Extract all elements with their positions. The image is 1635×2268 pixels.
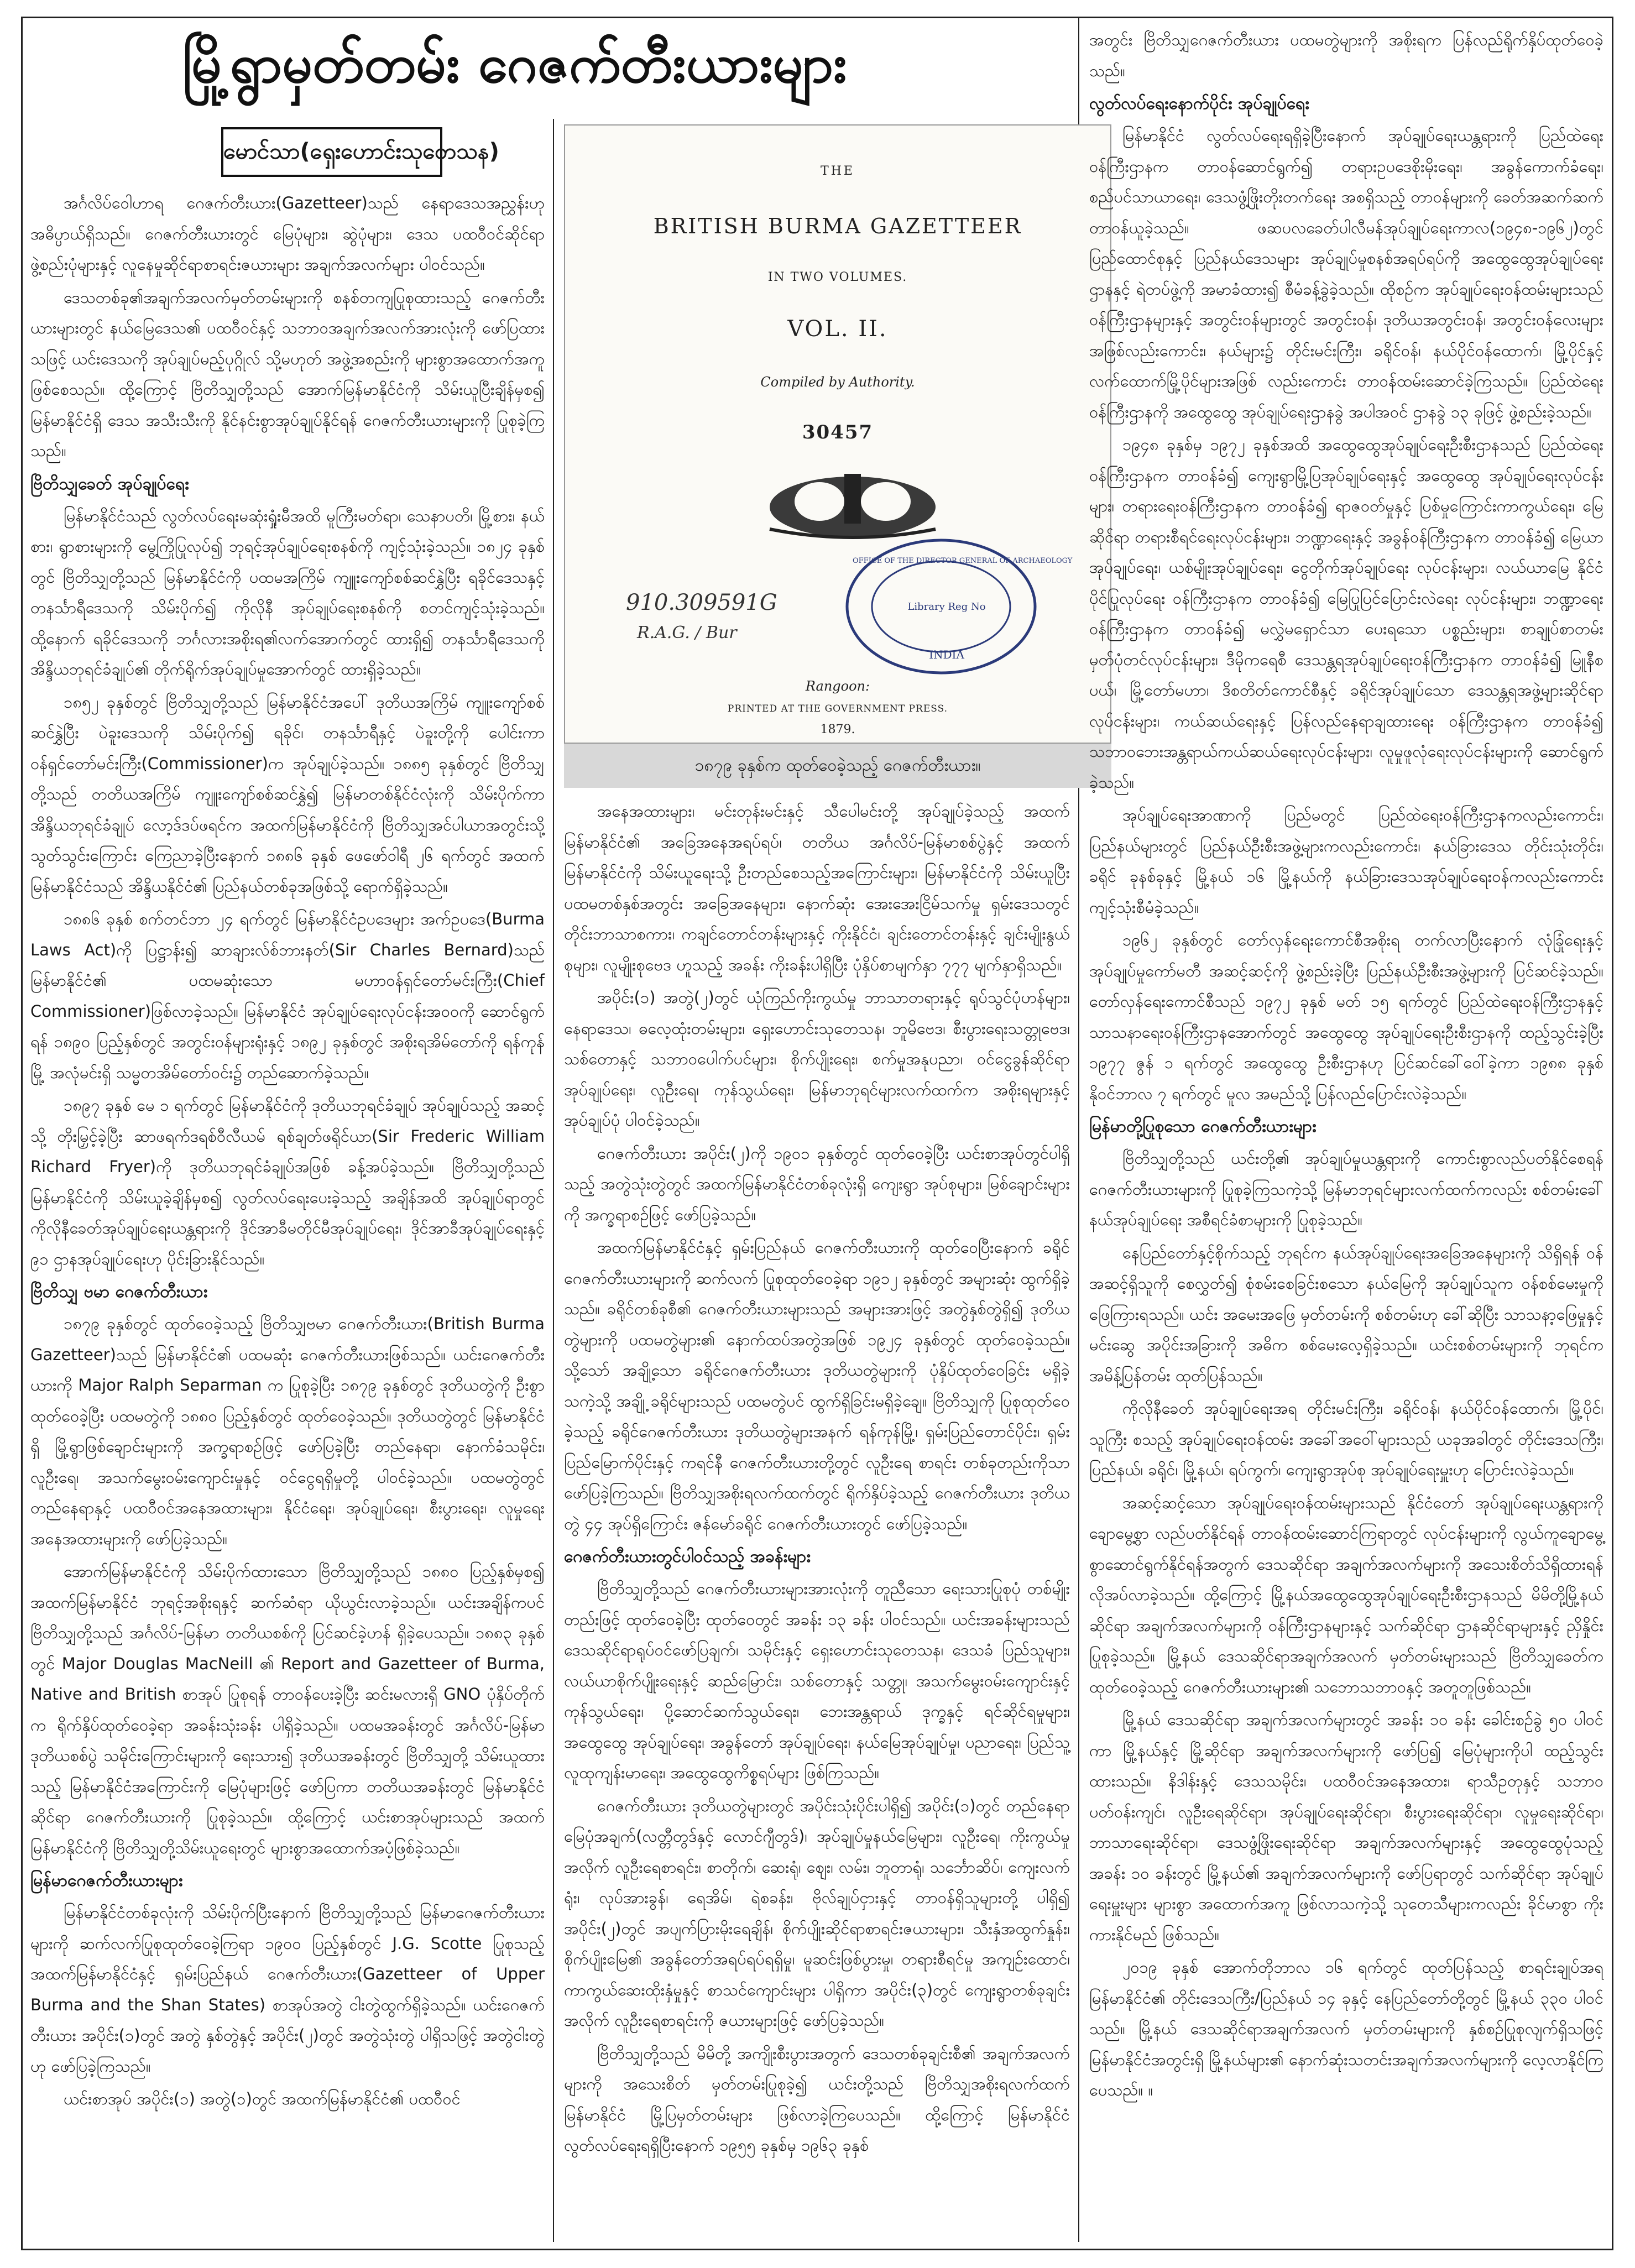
- author-byline: မောင်သာ(ရှေးဟောင်းသုတေသန): [221, 127, 442, 177]
- coat-of-arms-icon: [770, 474, 936, 537]
- photo-caption: ၁၈၇၉ ခုနှစ်က ထုတ်ဝေခဲ့သည့် ဂေဇက်တီးယား။: [564, 744, 1111, 788]
- paragraph: ဗြိတိသျှတို့သည် မိမိတို့ အကျိုးစီးပွားအတွက် ဒေသတစ်ခုချင်းစီ၏ အချက်အလက်များကို အသေးစိတ် မှတ်တမ်းပြုစုခဲ့၍ ယင်းတို့သည် ဗြိတိသျှအစိုးရလက်ထက် မြန်မာနိုင်ငံ မြို့ပြမှတ်တမ်းများ ဖြစ်လာခဲ့ကြပေသည်။ ထို့ကြောင့် မြန်မာနိုင်ငံ လွတ်လပ်ရေးရရှိပြီးနောက် ၁၉၅၅ ခုနှစ်မှ ၁၉၆၃ ခုနှစ်: [564, 2044, 1070, 2155]
- paragraph: အပိုင်း(၁) အတွဲ(၂)တွင် ယုံကြည်ကိုးကွယ်မှု ဘာသာတရားနှင့် ရုပ်သွင်ပုံဟန်များ၊ နေရာဒေသ၊ ဓလေ့ထုံးတမ်းများ၊ ရှေးဟောင်းသုတေသန၊ ဘူမိဗေဒ၊ စီးပွားရေးသတ္တုဗေဒ၊ သစ်တောနှင့် သဘာဝပေါက်ပင်များ၊ စိုက်ပျိုးရေး၊ စက်မှုအနုပညာ၊ ဝင်ငွေခွန်ဆိုင်ရာ အုပ်ချုပ်ရေး၊ လူဦးရေ၊ ကုန်သွယ်ရေး၊ မြန်မာဘုရင်များလက်ထက်က အစိုးရများနှင့် အုပ်ချုပ်ပုံ ပါဝင်ခဲ့သည်။: [564, 988, 1070, 1130]
- paragraph: အဆင့်ဆင့်သော အုပ်ချုပ်ရေးဝန်ထမ်းများသည် နိုင်ငံတော် အုပ်ချုပ်ရေးယန္တရားကို ချောမွေ့စွာ လည်ပတ်နိုင်ရန် တာဝန်ထမ်းဆောင်ကြရာတွင် လုပ်ငန်းများကို လွယ်ကူချောမွေ့စွာဆောင်ရွက်နိုင်ရန်အတွက် ဒေသဆိုင်ရာ အချက်အလက်များကို အသေးစိတ်သိရှိထားရန် လိုအပ်လာခဲ့သည်။ ထို့ကြောင့် မြို့နယ်အထွေထွေအုပ်ချုပ်ရေးဦးစီးဌာနသည် မိမိတို့မြို့နယ်ဆိုင်ရာ အချက်အလက်များကို ဝန်ကြီးဌာနများနှင့် သက်ဆိုင်ရာ ဌာနဆိုင်ရာများနှင့် ညှိနှိုင်းပြုစုခဲ့သည်။ မြို့နယ် ဒေသဆိုင်ရာအချက်အလက် မှတ်တမ်းများသည် ဗြိတိသျှခေတ်က ထုတ်ဝေခဲ့သည့် ဂေဇက်တီးယားများ၏ သဘောသဘာဝနှင့် အတူတူဖြစ်သည်။: [1089, 1493, 1603, 1696]
- paragraph: ၁၈၅၂ ခုနှစ်တွင် ဗြိတိသျှတို့သည် မြန်မာနိုင်ငံအပေါ် ဒုတိယအကြိမ် ကျူးကျော်စစ်ဆင်နွှဲပြီး ပဲခူးဒေသကို သိမ်းပိုက်၍ ရခိုင်၊ တနင်္သာရီနှင့် ပဲခူးတို့ကို ပေါင်းကာ ဝန်ရှင်တော်မင်းကြီး(Commissioner)က အုပ်ချုပ်ခဲ့သည်။ ၁၈၈၅ ခုနှစ်တွင် ဗြိတိသျှတို့သည် တတိယအကြိမ် ကျူးကျော်စစ်ဆင်နွှဲ၍ မြန်မာတစ်နိုင်ငံလုံးကို သိမ်းပိုက်ကာ အိန္ဒိယဘုရင်ခံချုပ် လော့ဒ်ဒပ်ဖရင်က အထက်မြန်မာနိုင်ငံကို ဗြိတိသျှအင်ပါယာအတွင်းသို့ သွတ်သွင်းကြောင်း ကြေညာခဲ့ပြီးနောက် ၁၈၈၆ ခုနှစ် ဖေဖော်ဝါရီ ၂၆ ရက်တွင် အထက်မြန်မာနိုင်ငံသည် အိန္ဒိယနိုင်ငံ၏ ပြည်နယ်တစ်ခုအဖြစ်သို့ ရောက်ရှိခဲ့သည်။: [30, 692, 545, 896]
- column-1: [30, 188, 545, 2245]
- section-heading: ဂေဇက်တီးယားတွင်ပါဝင်သည့် အခန်းများ: [564, 1547, 811, 1566]
- paragraph: ၁၉၆၂ ခုနှစ်တွင် တော်လှန်ရေးကောင်စီအစိုးရ တက်လာပြီးနောက် လုံခြုံရေးနှင့်အုပ်ချုပ်မှုကော်မတီ အဆင့်ဆင့်ကို ဖွဲ့စည်းခဲ့ပြီး ပြည်နယ်ဦးစီးအဖွဲ့များကို ပြင်ဆင်ခဲ့သည်။ တော်လှန်ရေးကောင်စီသည် ၁၉၇၂ ခုနှစ် မတ် ၁၅ ရက်တွင် ပြည်ထဲရေးဝန်ကြီးဌာနနှင့် သာသနာရေးဝန်ကြီးဌာနအောက်တွင် အထွေထွေ အုပ်ချုပ်ရေးဦးစီးဌာနကို ထည့်သွင်းခဲ့ပြီး ၁၉၇၇ ဇွန် ၁ ရက်တွင် အထွေထွေ ဦးစီးဌာနဟု ပြင်ဆင်ခေါ်ဝေါ်ခဲ့ကာ ၁၉၈၈ ခုနှစ် နိုဝင်ဘာလ ၇ ရက်တွင် မူလ အမည်သို့ ပြန်လည်ပြောင်းလဲခဲ့သည်။: [1089, 931, 1603, 1103]
- photo-text: Compiled by Authority.: [760, 374, 915, 390]
- paragraph: ၂၀၁၉ ခုနှစ် အောက်တိုဘာလ ၁၆ ရက်တွင် ထုတ်ပြန်သည့် စာရင်းချုပ်အရ မြန်မာနိုင်ငံ၏ တိုင်းဒေသကြီး/ပြည်နယ် ၁၄ ခုနှင့် နေပြည်တော်တို့တွင် မြို့နယ် ၃၃၀ ပါဝင်သည်။ မြို့နယ် ဒေသဆိုင်ရာအချက်အလက် မှတ်တမ်းများကို နှစ်စဉ်ပြုစုလျက်ရှိသဖြင့် မြန်မာနိုင်ငံအတွင်းရှိ မြို့နယ်များ၏ နောက်ဆုံးသတင်းအချက်အလက်များကို လေ့လာနိုင်ကြပေသည်။ ။: [1089, 1958, 1603, 2099]
- photo-text: 1879.: [820, 723, 855, 736]
- section-heading: ဗြိတိသျှခေတ် အုပ်ချုပ်ရေး: [30, 474, 189, 494]
- paragraph: အနေအထားများ၊ မင်းတုန်းမင်းနှင့် သီပေါမင်းတို့ အုပ်ချုပ်ခဲ့သည့် အထက်မြန်မာနိုင်ငံ၏ အခြေအနေအရပ်ရပ်၊ တတိယ အင်္ဂလိပ်-မြန်မာစစ်ပွဲနှင့် အထက်မြန်မာနိုင်ငံကို သိမ်းယူရေးသို့ ဦးတည်စေသည့်အကြောင်းများ၊ မြန်မာနိုင်ငံကို သိမ်းယူပြီး ပထမတစ်နှစ်အတွင်း အခြေအနေများ၊ နောက်ဆုံး အေးအေးငြိမ်သက်မှု ရှမ်းဒေသတွင် တိုင်းဘာသာစကား၊ ကချင်တောင်တန်းများနှင့် ကိုးနိုင်ငံ၊ ချင်းတောင်တန်းနှင့် ချင်းမျိုးနွယ်စုများ၊ လူမျိုးစုဗေဒ ဟူသည့် အခန်း ကိုးခန်းပါရှိပြီး ပုံနှိပ်စာမျက်နှာ ၇၇၇ မျက်နှာရှိသည်။: [564, 802, 1070, 974]
- stamp-text: OFFICE OF THE DIRECTOR GENERAL OF ARCHAEOLOGY: [853, 557, 1073, 565]
- paragraph: ဂေဇက်တီးယား အပိုင်း(၂)ကို ၁၉၀၁ ခုနှစ်တွင် ထုတ်ဝေခဲ့ပြီး ယင်းစာအုပ်တွင်ပါရှိသည့် အတွဲသုံးတွဲတွင် အထက်မြန်မာနိုင်ငံတစ်ခုလုံးရှိ ကျေးရွာ အုပ်စုများ၊ မြစ်ချောင်းများကို အက္ခရာစဉ်ဖြင့် ဖော်ပြခဲ့သည်။: [564, 1143, 1070, 1224]
- column-divider: [553, 119, 554, 2242]
- photo-text: PRINTED AT THE GOVERNMENT PRESS.: [727, 703, 948, 714]
- stamp-text: Library Reg No: [907, 601, 986, 613]
- section-heading: မြန်မာဂေဇက်တီးယားများ: [30, 1871, 183, 1890]
- handwritten-catalog-number: 910.309591G: [626, 590, 777, 615]
- gazetteer-title-page-photo: [564, 124, 1111, 744]
- photo-text: BRITISH BURMA GAZETTEER: [653, 214, 1022, 238]
- paragraph: မြို့နယ် ဒေသဆိုင်ရာ အချက်အလက်များတွင် အခန်း ၁၀ ခန်း ခေါင်းစဉ်ခွဲ ၅၀ ပါဝင်ကာ မြို့နယ်နှင့် မြို့ဆိုင်ရာ အချက်အလက်များကို ဖော်ပြ၍ မြေပုံများကိုပါ ထည့်သွင်းထားသည်။ နိဒါန်းနှင့် ဒေသသမိုင်း၊ ပထဝီဝင်အနေအထား၊ ရာသီဥတုနှင့် သဘာဝပတ်ဝန်းကျင်၊ လူဦးရေဆိုင်ရာ၊ အုပ်ချုပ်ရေးဆိုင်ရာ၊ စီးပွားရေးဆိုင်ရာ၊ လူမှုရေးဆိုင်ရာ၊ ဘာသာရေးဆိုင်ရာ၊ ဒေသဖွံ့ဖြိုးရေးဆိုင်ရာ အချက်အလက်များနှင့် အထွေထွေပုံသည့် အခန်း ၁၀ ခန်းတွင် မြို့နယ်၏ အချက်အလက်များကို ဖော်ပြရာတွင် သက်ဆိုင်ရာ အုပ်ချုပ်ရေးမှူးများ များစွာ အထောက်အကူ ဖြစ်လာသကဲ့သို့ သုတေသီများကလည်း ခိုင်မာစွာ ကိုးကားနိုင်မည် ဖြစ်သည်။: [1089, 1710, 1603, 1944]
- paragraph: ဗြိတိသျှတို့သည် ယင်းတို့၏ အုပ်ချုပ်မှုယန္တရားကို ကောင်းစွာလည်ပတ်နိုင်စေရန် ဂေဇက်တီးယားများကို ပြုစုခဲ့ကြသကဲ့သို့ မြန်မာဘုရင်များလက်ထက်ကလည်း စစ်တမ်းခေါ် နယ်အုပ်ချုပ်ရေး အစီရင်ခံစာများကို ပြုစုခဲ့သည်။: [1089, 1149, 1603, 1229]
- coat-of-arms-and-stamp: [654, 463, 1030, 712]
- paragraph: ၁၉၄၈ ခုနှစ်မှ ၁၉၇၂ ခုနှစ်အထိ အထွေထွေအုပ်ချုပ်ရေးဦးစီးဌာနသည် ပြည်ထဲရေးဝန်ကြီးဌာနက တာဝန်ခံ၍ ကျေးရွာမြို့ပြအုပ်ချုပ်ရေးနှင့် အထွေထွေ အုပ်ချုပ်ရေးလုပ်ငန်းများ၊ တရားရေးဝန်ကြီးဌာနက တာဝန်ခံ၍ ရာဇဝတ်မှုနှင့် ပြစ်မှုကြောင်းကာကွယ်ရေး၊ မြေဆိုင်ရာ တရားစီရင်ရေးလုပ်ငန်းများ၊ ဘဏ္ဍာရေးနှင့် အခွန်ဝန်ကြီးဌာနက တာဝန်ခံ၍ မြေယာအုပ်ချုပ်ရေး၊ ယစ်မျိုးအုပ်ချုပ်ရေး၊ ငွေတိုက်အုပ်ချုပ်ရေး လုပ်ငန်းများ၊ လယ်ယာမြေ နိုင်ငံပိုင်ပြုလုပ်ရေး ဝန်ကြီးဌာနက တာဝန်ခံ၍ မြေပြုပြင်ပြောင်းလဲရေး လုပ်ငန်းများ၊ ဘဏ္ဍာရေး ဝန်ကြီးဌာနက တာဝန်ခံ၍ မလွှဲမရှောင်သာ ပေးရသော ပစ္စည်းများ၊ စာချုပ်စာတမ်း မှတ်ပုံတင်လုပ်ငန်းများ၊ ဒီမိုကရေစီ ဒေသန္တရအုပ်ချုပ်ရေးဝန်ကြီးဌာနက တာဝန်ခံ၍ မြူနီစပယ်၊ မြို့တော်မဟာ၊ ဒိစတိတ်ကောင်စီနှင့် ခရိုင်အုပ်ချုပ်သော ဒေသန္တရအဖွဲ့များဆိုင်ရာ လုပ်ငန်းများ၊ ကယ်ဆယ်ရေးနှင့် ပြန်လည်နေရာချထားရေး ဝန်ကြီးဌာနက တာဝန်ခံ၍ သဘာဝဘေးအန္တရာယ်ကယ်ဆယ်ရေးလုပ်ငန်းများ၊ လူမှုဖူလုံရေးလုပ်ငန်းများကို ဆောင်ရွက်ခဲ့သည်။: [1089, 435, 1603, 792]
- paragraph: အထက်မြန်မာနိုင်ငံနှင့် ရှမ်းပြည်နယ် ဂေဇက်တီးယားကို ထုတ်ဝေပြီးနောက် ခရိုင်ဂေဇက်တီးယားများကို ဆက်လက် ပြုစုထုတ်ဝေခဲ့ရာ ၁၉၁၂ ခုနှစ်တွင် အများဆုံး ထွက်ရှိခဲ့သည်။ ခရိုင်တစ်ခုစီ၏ ဂေဇက်တီးယားများသည် အများအားဖြင့် အတွဲနှစ်တွဲရှိ၍ ဒုတိယတွဲများကို ပထမတွဲများ၏ နောက်ထပ်အတွဲအဖြစ် ၁၉၂၄ ခုနှစ်တွင် ထုတ်ဝေခဲ့သည်။ သို့သော် အချို့သော ခရိုင်ဂေဇက်တီးယား ဒုတိယတွဲများကို ပုံနှိပ်ထုတ်ဝေခြင်း မရှိခဲ့သကဲ့သို့ အချို့ ခရိုင်များသည် ပထမတွဲပင် ထွက်ရှိခြင်းမရှိခဲ့ချေ။ ဗြိတိသျှကို ပြုစုထုတ်ဝေခဲ့သည့် ခရိုင်ဂေဇက်တီးယား ဒုတိယတွဲများအနက် ရန်ကုန်မြို့၊ ရှမ်းပြည်တောင်ပိုင်း၊ ရှမ်းပြည်မြောက်ပိုင်းနှင့် ကရင်နီ ဂေဇက်တီးယားတို့တွင် လူဦးရေ စာရင်း တစ်ခုတည်းကိုသာ ဖော်ပြခဲ့ကြသည်။ ဗြိတိသျှအစိုးရလက်ထက်တွင် ရိုက်နှိပ်ခဲ့သည့် ဂေဇက်တီးယား ဒုတိယတွဲ ၄၄ အုပ်ရှိကြောင်း ဇန်မော်ခရိုင် ဂေဇက်တီးယားတွင် ဖော်ပြခဲ့သည်။: [564, 1238, 1070, 1533]
- paragraph: ဒေသတစ်ခု၏အချက်အလက်မှတ်တမ်းများကို စနစ်တကျပြုစုထားသည့် ဂေဇက်တီးယားများတွင် နယ်မြေဒေသ၏ ပထဝီဝင်နှင့် သဘာဝအချက်အလက်အားလုံးကို ဖော်ပြထားသဖြင့် ယင်းဒေသကို အုပ်ချုပ်မည့်ပုဂ္ဂိုလ် သို့မဟုတ် အဖွဲ့အစည်းကို များစွာအထောက်အကူဖြစ်စေသည်။ ထို့ကြောင့် ဗြိတိသျှတို့သည် အောက်မြန်မာနိုင်ငံကို သိမ်းယူပြီးချိန်မှစ၍ မြန်မာနိုင်ငံရှိ ဒေသ အသီးသီးကို နိုင်နင်းစွာအုပ်ချုပ်နိုင်ရန် ဂေဇက်တီးယားများကို ပြုစုခဲ့ကြသည်။: [30, 288, 545, 460]
- paragraph: မြန်မာနိုင်ငံတစ်ခုလုံးကို သိမ်းပိုက်ပြီးနောက် ဗြိတိသျှတို့သည် မြန်မာဂေဇက်တီးယားများကို ဆက်လက်ပြုစုထုတ်ဝေခဲ့ကြရာ ၁၉၀၀ ပြည့်နှစ်တွင် J.G. Scotte ပြုစုသည့် အထက်မြန်မာနိုင်ငံနှင့် ရှမ်းပြည်နယ် ဂေဇက်တီးယား(Gazetteer of Upper Burma and the Shan States) စာအုပ်အတွဲ ငါးတွဲထွက်ရှိခဲ့သည်။ ယင်းဂေဇက်တီးယား အပိုင်း(၁)တွင် အတွဲ နှစ်တွဲနှင့် အပိုင်း(၂)တွင် အတွဲသုံးတွဲ ပါရှိသဖြင့် အတွဲငါးတွဲဟု ဖော်ပြခဲ့ကြသည်။: [30, 1903, 545, 2076]
- paragraph: အင်္ဂလိပ်ဝေါဟာရ ဂေဇက်တီးယား(Gazetteer)သည် နေရာဒေသအညွှန်းဟု အဓိပ္ပာယ်ရှိသည်။ ဂေဇက်တီးယားတွင် မြေပုံများ၊ ဆွဲပုံများ၊ ဒေသ ပထဝီဝင်ဆိုင်ရာ ဖွဲ့စည်းပုံများနှင့် လူနေမှုဆိုင်ရာစာရင်းဇယားများ အချက်အလက်များ ပါဝင်သည်။: [30, 194, 545, 274]
- photo-text: VOL. II.: [787, 316, 888, 342]
- paragraph: မြန်မာနိုင်ငံ လွတ်လပ်ရေးရရှိခဲ့ပြီးနောက် အုပ်ချုပ်ရေးယန္တရားကို ပြည်ထဲရေးဝန်ကြီးဌာနက တာဝန်ဆောင်ရွက်၍ တရားဥပဒေစိုးမိုးရေး၊ အခွန်ကောက်ခံရေး၊ စည်ပင်သာယာရေး၊ ဒေသဖွံ့ဖြိုးတိုးတက်ရေး အစရှိသည့် တာဝန်များကို ခေတ်အဆက်ဆက် တာဝန်ယူခဲ့သည်။ ဖဆပလခေတ်ပါလီမန်အုပ်ချုပ်ရေးကာလ(၁၉၄၈-၁၉၆၂)တွင် ပြည်ထောင်စုနှင့် ပြည်နယ်ဒေသများ အုပ်ချုပ်မှုစနစ်အရပ်ရပ်ကို အထွေထွေအုပ်ချုပ်ရေးဌာနနှင့် ရဲတပ်ဖွဲ့ကို အမာခံထား၍ စီမံခန့်ခွဲခဲ့သည်။ ထိုစဉ်က အုပ်ချုပ်ရေးဝန်ထမ်းများသည် ဝန်ကြီးဌာနများနှင့် အတွင်းဝန်များတွင် အတွင်းဝန်၊ ဒုတိယအတွင်းဝန်၊ အတွင်းဝန်လေးများအဖြစ်လည်းကောင်း၊ နယ်များ၌ တိုင်းမင်းကြီး၊ ခရိုင်ဝန်၊ နယ်ပိုင်ဝန်ထောက်၊ မြို့ပိုင်နှင့် လက်ထောက်မြို့ပိုင်များအဖြစ် လည်းကောင်း တာဝန်ထမ်းဆောင်ခဲ့ကြသည်။ ပြည်ထဲရေးဝန်ကြီးဌာနကို အထွေထွေ အုပ်ချုပ်ရေးဌာနခွဲ အပါအဝင် ဌာနခွဲ ၁၃ ခုဖြင့် ဖွဲ့စည်းခဲ့သည်။: [1089, 126, 1603, 421]
- paragraph: အတွင်း ဗြိတိသျှဂေဇက်တီးယား ပထမတွဲများကို အစိုးရက ပြန်လည်ရိုက်နှိပ်ထုတ်ဝေခဲ့သည်။: [1089, 30, 1603, 80]
- paragraph: ဗြိတိသျှတို့သည် ဂေဇက်တီးယားများအားလုံးကို တူညီသော ရေးသားပြုစုပုံ တစ်မျိုးတည်းဖြင့် ထုတ်ဝေခဲ့ပြီး ထုတ်ဝေတွင် အခန်း ၁၃ ခန်း ပါဝင်သည်။ ယင်းအခန်းများသည် ဒေသဆိုင်ရာရုပ်ဝင်ဖော်ပြချက်၊ သမိုင်းနှင့် ရှေးဟောင်းသုတေသန၊ ဒေသခံ ပြည်သူများ၊ လယ်ယာစိုက်ပျိုးရေးနှင့် ဆည်မြောင်း၊ သစ်တောနှင့် သတ္တု၊ အသက်မွေးဝမ်းကျောင်းနှင့် ကုန်သွယ်ရေး၊ ပို့ဆောင်ဆက်သွယ်ရေး၊ ဘေးအန္တရာယ် ဒုက္ခနှင့် ရင်ဆိုင်ရမှုများ၊ အထွေထွေ အုပ်ချုပ်ရေး၊ အခွန်တော် အုပ်ချုပ်ရေး၊ နယ်မြေအုပ်ချုပ်မှု၊ ပညာရေး၊ ပြည်သူ့လူထုကျန်းမာရေး၊ အထွေထွေကိစ္စရပ်များ ဖြစ်ကြသည်။: [564, 1579, 1070, 1782]
- stamp-text: INDIA: [929, 648, 964, 661]
- photo-text: THE: [821, 164, 855, 178]
- paragraph: ၁၈၉၇ ခုနှစ် မေ ၁ ရက်တွင် မြန်မာနိုင်ငံကို ဒုတိယဘုရင်ခံချုပ် အုပ်ချုပ်သည့် အဆင့်သို့ တိုးမြှင့်ခဲ့ပြီး ဆာဖရက်ဒရစ်ဝီလီယမ် ရစ်ချတ်ဖရိုင်ယာ(Sir Frederic William Richard Fryer)ကို ဒုတိယဘုရင်ခံချုပ်အဖြစ် ခန့်အပ်ခဲ့သည်။ ဗြိတိသျှတို့သည် မြန်မာနိုင်ငံကို သိမ်းယူခဲ့ချိန်မှစ၍ လွတ်လပ်ရေးပေးခဲ့သည့် အချိန်အထိ အုပ်ချုပ်ရာတွင် ကိုလိုနီခေတ်အုပ်ချုပ်ရေးယန္တရားကို ဒိုင်အာခီမတိုင်မီအုပ်ချုပ်ရေး၊ ဒိုင်အာခီအုပ်ချုပ်ရေးနှင့် ၉၁ ဌာနအုပ်ချုပ်ရေးဟု ပိုင်းခြားနိုင်သည်။: [30, 1096, 545, 1268]
- section-heading: လွတ်လပ်ရေးနောက်ပိုင်း အုပ်ချုပ်ရေး: [1089, 94, 1309, 113]
- paragraph: ၁၈၇၉ ခုနှစ်တွင် ထုတ်ဝေခဲ့သည့် ဗြိတိသျှဗမာ ဂေဇက်တီးယား(British Burma Gazetteer)သည် မြန်မာနိုင်ငံ၏ ပထမဆုံး ဂေဇက်တီးယားဖြစ်သည်။ ယင်းဂေဇက်တီးယားကို Major Ralph Separman က ပြုစုခဲ့ပြီး ၁၈၇၉ ခုနှစ်တွင် ဒုတိယတွဲကို ဦးစွာထုတ်ဝေခဲ့ပြီး ပထမတွဲကို ၁၈၈၀ ပြည့်နှစ်တွင် ထုတ်ဝေခဲ့သည်။ ဒုတိယတွဲတွင် မြန်မာနိုင်ငံရှိ မြို့ရွာဖြစ်ချောင်းများကို အက္ခရာစဉ်ဖြင့် ဖော်ပြခဲ့ပြီး တည်နေရာ၊ နောက်ခံသမိုင်း၊ လူဦးရေ၊ အသက်မွေးဝမ်းကျောင်းမှုနှင့် ဝင်ငွေရရှိမှုတို့ ပါဝင်ခဲ့သည်။ ပထမတွဲတွင် တည်နေရာနှင့် ပထဝီဝင်အနေအထားများ၊ နိုင်ငံရေး၊ အုပ်ချုပ်ရေး၊ စီးပွားရေး၊ လူမှုရေးအနေအထားများကို ဖော်ပြခဲ့သည်။: [30, 1314, 545, 1548]
- handwritten-catalog-code: R.A.G. / Bur: [637, 623, 737, 642]
- paragraph: ယင်းစာအုပ် အပိုင်း(၁) အတွဲ(၁)တွင် အထက်မြန်မာနိုင်ငံ၏ ပထဝီဝင်: [64, 2089, 461, 2108]
- section-heading: ဗြိတိသျှ ဗမာ ဂေဇက်တီးယား: [30, 1282, 208, 1302]
- photo-text: Rangoon:: [805, 678, 870, 694]
- paragraph: ကိုလိုနီခေတ် အုပ်ချုပ်ရေးအရ တိုင်းမင်းကြီး၊ ခရိုင်ဝန်၊ နယ်ပိုင်ဝန်ထောက်၊ မြို့ပိုင်၊ သူကြီး စသည့် အုပ်ချုပ်ရေးဝန်ထမ်း အခေါ်အဝေါ်များသည် ယခုအခါတွင် တိုင်းဒေသကြီး၊ ပြည်နယ်၊ ခရိုင်၊ မြို့နယ်၊ ရပ်ကွက်၊ ကျေးရွာအုပ်စု အုပ်ချုပ်ရေးမှူးဟု ပြောင်းလဲခဲ့သည်။: [1089, 1399, 1603, 1479]
- photo-text: IN TWO VOLUMES.: [767, 270, 908, 284]
- paragraph: မြန်မာနိုင်ငံသည် လွတ်လပ်ရေးမဆုံးရှုံးမီအထိ မူကြီးမတ်ရာ၊ သေနာပတိ၊ မြို့စား၊ နယ်စား၊ ရွာစားများကို မွေ့ကြိုပြုလုပ်၍ ဘုရင့်အုပ်ချုပ်ရေးစနစ်ကို ကျင့်သုံးခဲ့သည်။ ၁၈၂၄ ခုနှစ်တွင် ဗြိတိသျှတို့သည် မြန်မာနိုင်ငံကို ပထမအကြိမ် ကျူးကျော်စစ်ဆင်နွှဲပြီး ရခိုင်ဒေသနှင့် တနင်္သာရီဒေသကို သိမ်းပိုက်၍ ကိုလိုနီ အုပ်ချုပ်ရေးစနစ်ကို စတင်ကျင့်သုံးခဲ့သည်။ ထို့နောက် ရခိုင်ဒေသကို ဘင်္ဂလားအစိုးရ၏လက်အောက်တွင် ထားရှိ၍ တနင်္သာရီဒေသကို အိန္ဒိယဘုရင်ခံချုပ်၏ တိုက်ရိုက်အုပ်ချုပ်မှုအောက်တွင် ထားရှိခဲ့သည်။: [30, 506, 545, 678]
- section-heading: မြန်မာတို့ပြုစုသော ဂေဇက်တီးယားများ: [1089, 1117, 1317, 1136]
- paragraph: နေပြည်တော်နှင့်စိုက်သည့် ဘုရင်က နယ်အုပ်ချုပ်ရေးအခြေအနေများကို သိရှိရန် ဝန်အဆင့်ရှိသူကို စေလွှတ်၍ စုံစမ်းစေခြင်းစသော နယ်မြေကို အုပ်ချုပ်သူက ဝန်စစ်မေးမှုကို ဖြေကြားရသည်။ ယင်း အမေးအဖြေ မှတ်တမ်းကို စစ်တမ်းဟု ခေါ်ဆိုပြီး သာသနာ့ဖြေမှုနှင့် မင်းဆွေ အပိုင်းအခြားကို အဓိက စစ်မေးလေ့ရှိခဲ့သည်။ ယင်းစစ်တမ်းများကို ဘုရင်က အမိန့်ပြန်တမ်း ထုတ်ပြန်သည်။: [1089, 1243, 1603, 1385]
- paragraph: အုပ်ချုပ်ရေးအာဏာကို ပြည်မတွင် ပြည်ထဲရေးဝန်ကြီးဌာနကလည်းကောင်း၊ ပြည်နယ်များတွင် ပြည်နယ်ဦးစီးအဖွဲ့များကလည်းကောင်း၊ နယ်ခြားဒေသ တိုင်းသုံးတိုင်း၊ ခရိုင် ခုနစ်ခုနှင့် မြို့နယ် ၁၆ မြို့နယ်ကို နယ်ခြားဒေသအုပ်ချုပ်ရေးဝန်ကလည်းကောင်း ကျင့်သုံးစီမံခဲ့သည်။: [1089, 806, 1603, 917]
- paragraph: ၁၈၈၆ ခုနှစ် စက်တင်ဘာ ၂၄ ရက်တွင် မြန်မာနိုင်ငံဥပဒေများ အက်ဥပဒေ(Burma Laws Act)ကို ပြဋ္ဌာန်း၍ ဆာချားလ်စ်ဘားနတ်(Sir Charles Bernard)သည် မြန်မာနိုင်ငံ၏ ပထမဆုံးသော မဟာဝန်ရှင်တော်မင်းကြီး(Chief Commissioner)ဖြစ်လာခဲ့သည်။ မြန်မာနိုင်ငံ အုပ်ချုပ်ရေးလုပ်ငန်းအဝဝကို ဆောင်ရွက်ရန် ၁၈၉၀ ပြည့်နှစ်တွင် အတွင်းဝန်များရုံးနှင့် ၁၈၉၂ ခုနှစ်တွင် အစိုးရအိမ်တော်ကို ရန်ကုန်မြို့ အလုံမင်းရှိ သမ္မတအိမ်တော်ဝင်း၌ တည်ဆောက်ခဲ့သည်။: [30, 910, 545, 1082]
- photo-text: 30457: [802, 421, 874, 443]
- column-2: [564, 796, 1070, 2245]
- article-title: မြို့ရွာမှတ်တမ်း ဂေဇက်တီးယားများ: [182, 33, 847, 95]
- paragraph: ဂေဇက်တီးယား ဒုတိယတွဲများတွင် အပိုင်းသုံးပိုင်းပါရှိ၍ အပိုင်း(၁)တွင် တည်နေရာမြေပုံအချက်(လတ္တီတွဒ်နှင့် လောင်ဂျီတွဒ်)၊ အုပ်ချုပ်မှုနယ်မြေများ၊ လူဦးရေ၊ ကိုးကွယ်မှုအလိုက် လူဦးရေစာရင်း၊ စာတိုက်၊ ဆေးရုံ၊ ဈေး၊ လမ်း၊ ဘူတာရုံ၊ သင်္ဘောဆိပ်၊ ကျေးလက်ရုံး၊ လုပ်အားခွန်၊ ရေအိမ်၊ ရဲစခန်း၊ ဗိုလ်ချုပ်ငှားနှင့် တာဝန်ရှိသူများတို့ ပါရှိ၍ အပိုင်း(၂)တွင် အပျက်ပြားမိုးရေချိန်၊ စိုက်ပျိုးဆိုင်ရာစာရင်းဇယားများ၊ သီးနှံအထွက်နှုန်း၊ စိုက်ပျိုးမြေ၏ အခွန်တော်အရပ်ရပ်ရရှိမှု၊ မူဆင်းဖြစ်ပွားမှု၊ တရားစီရင်မှု အကျဉ်းထောင်၊ ကာကွယ်ဆေးထိုးနှံမှုနှင့် စာသင်ကျောင်းများ ပါရှိကာ အပိုင်း(၃)တွင် ကျေးရွာတစ်ခုချင်းအလိုက် လူဦးရေစာရင်းကို ဇယားများဖြင့် ဖော်ပြခဲ့သည်။: [564, 1796, 1070, 2030]
- paragraph: အောက်မြန်မာနိုင်ငံကို သိမ်းပိုက်ထားသော ဗြိတိသျှတို့သည် ၁၈၈၀ ပြည့်နှစ်မှစ၍ အထက်မြန်မာနိုင်ငံ ဘုရင့်အစိုးရနှင့် ဆက်ဆံရာ ယိုယွင်းလာခဲ့သည်။ ယင်းအချိန်ကပင် ဗြိတိသျှတို့သည် အင်္ဂလိပ်-မြန်မာ တတိယစစ်ကို ပြင်ဆင်ခဲ့ဟန် ရှိခဲ့ပေသည်။ ၁၈၈၃ ခုနှစ်တွင် Major Douglas MacNeill ၏ Report and Gazetteer of Burma, Native and British စာအုပ် ပြုစုရန် တာဝန်ပေးခဲ့ပြီး ဆင်းမလားရှိ GNO ပုံနှိပ်တိုက်က ရိုက်နှိပ်ထုတ်ဝေခဲ့ရာ အခန်းသုံးခန်း ပါရှိခဲ့သည်။ ပထမအခန်းတွင် အင်္ဂလိပ်-မြန်မာ ဒုတိယစစ်ပွဲ သမိုင်းကြောင်းများကို ရေးသား၍ ဒုတိယအခန်းတွင် ဗြိတိသျှတို့ သိမ်းယူထားသည့် မြန်မာနိုင်ငံအကြောင်းကို မြေပုံများဖြင့် ဖော်ပြကာ တတိယအခန်းတွင် မြန်မာနိုင်ငံဆိုင်ရာ ဂေဇက်တီးယားကို ပြုစုခဲ့သည်။ ထို့ကြောင့် ယင်းစာအုပ်များသည် အထက်မြန်မာနိုင်ငံကို ဗြိတိသျှတို့သိမ်းယူရေးတွင် များစွာအထောက်အပံ့ဖြစ်ခဲ့သည်။: [30, 1562, 545, 1857]
- column-3: [1089, 25, 1603, 2245]
